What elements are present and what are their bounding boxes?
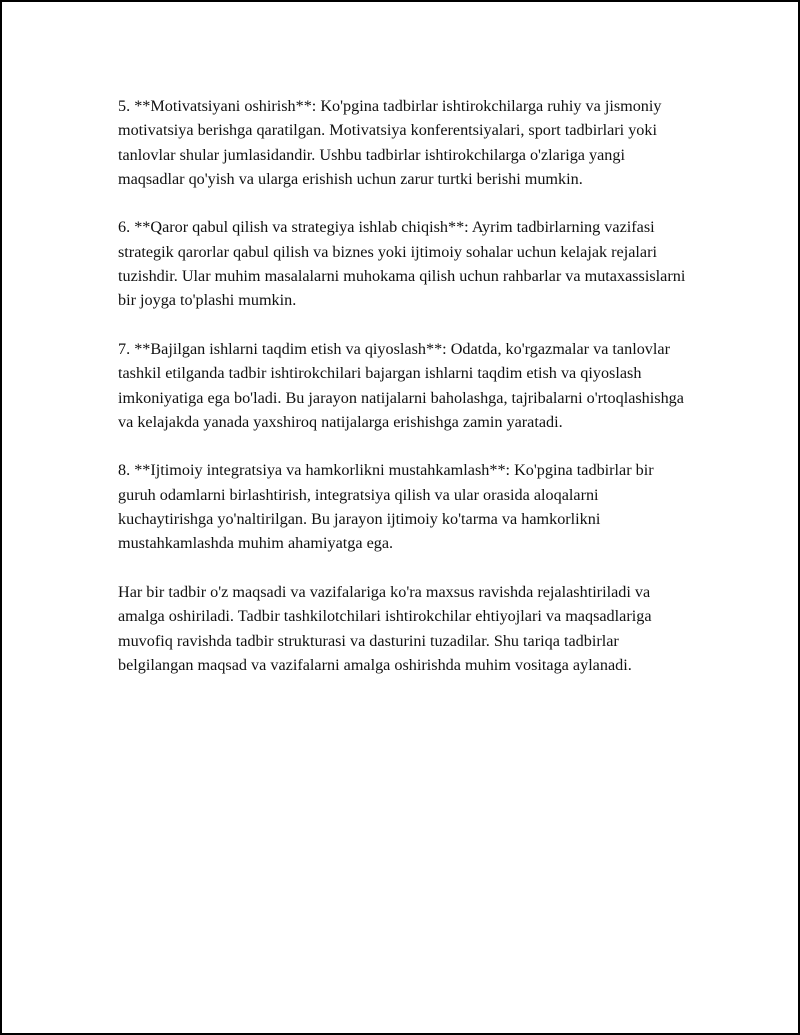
paragraph-conclusion: Har bir tadbir o'z maqsadi va vazifalariga ko'ra maxsus ravishda rejalashtiriladi va amalga oshiriladi. Tadbir tashkilotchilari ishtirokchilar ehtiyojlari va maqsadlariga muvofiq ravishda tadbir strukturasi va dasturini tuzadilar. Shu tariqa tadbirlar belgilangan maqsad va vazifalarni amalga oshirishda muhim vositaga aylanadi. [118, 582, 652, 674]
paragraph-work-presentation: 7. **Bajilgan ishlarni taqdim etish va qiyoslash**: Odatda, ko'rgazmalar va tanlovlar tashkil etilganda tadbir ishtirokchilari bajargan ishlarni taqdim etish va qiyoslash imkoniyatiga ega bo'ladi. Bu jarayon natijalarni baholashga, tajribalarni o'rtoqlashishga va kelajakda yanada yaxshiroq natijalarga erishishga zamin yaratadi. [118, 339, 684, 431]
paragraph-decision-making: 6. **Qaror qabul qilish va strategiya ishlab chiqish**: Ayrim tadbirlarning vazifasi strategik qarorlar qabul qilish va biznes yoki ijtimoiy sohalar uchun kelajak rejalari tuzishdir. Ular muhim masalalarni muhokama qilish uchun rahbarlar va mutaxassislarni bir joyga to'plashi mumkin. [118, 218, 686, 310]
paragraph-motivation: 5. **Motivatsiyani oshirish**: Ko'pgina tadbirlar ishtirokchilarga ruhiy va jismoniy motivatsiya berishga qaratilgan. Motivatsiya konferentsiyalari, sport tadbirlari yoki tanlovlar shular jumlasidandir. Ushbu tadbirlar ishtirokchilarga o'zlariga yangi maqsadlar qo'yish va ularga erishish uchun zarur turtki berishi mumkin. [118, 97, 662, 188]
paragraph-social-integration: 8. **Ijtimoiy integratsiya va hamkorlikni mustahkamlash**: Ko'pgina tadbirlar bir guruh odamlarni birlashtirish, integratsiya qilish va ular orasida aloqalarni kuchaytirishga yo'naltirilgan. Bu jarayon ijtimoiy ko'tarma va hamkorlikni mustahkamlashda muhim ahamiyatga ega. [118, 461, 654, 553]
document-body [118, 94, 688, 701]
